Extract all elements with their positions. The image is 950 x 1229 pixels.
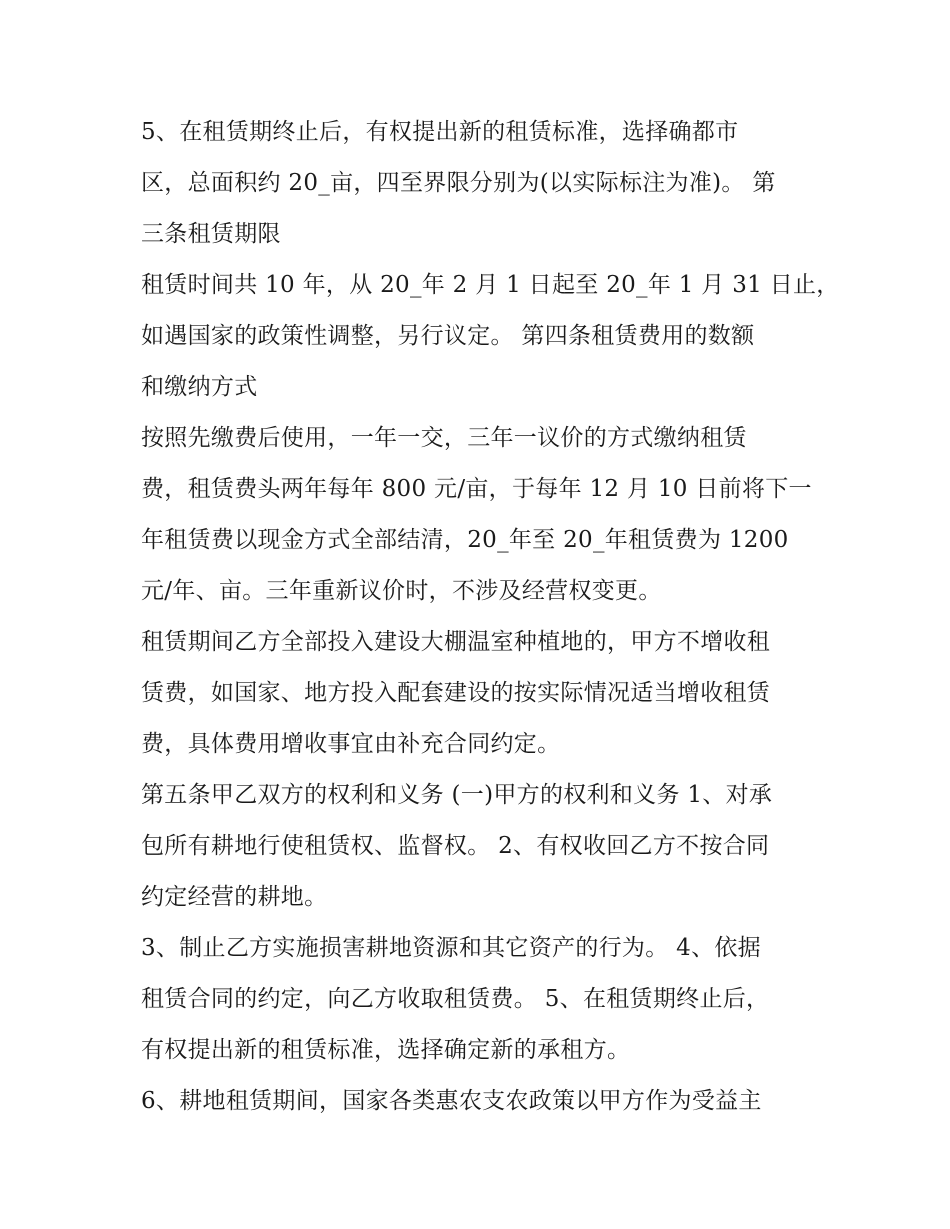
text-line: 费，租赁费头两年每年 800 元/亩，于每年 12 月 10 日前将下一	[141, 476, 812, 502]
text-line: 按照先缴费后使用，一年一交，三年一议价的方式缴纳租赁	[141, 425, 747, 451]
text-line: 元/年、亩。三年重新议价时，不涉及经营权变更。	[141, 578, 662, 604]
text-line: 5、在租赁期终止后，有权提出新的租赁标准，选择确都市	[141, 119, 739, 145]
text-line: 有权提出新的租赁标准，选择确定新的承租方。	[141, 1037, 631, 1063]
text-line: 年租赁费以现金方式全部结清，20_年至 20_年租赁费为 1200	[141, 527, 789, 553]
document-body	[141, 107, 840, 1127]
text-line: 租赁期间乙方全部投入建设大棚温室种植地的，甲方不增收租	[141, 629, 771, 655]
text-line: 赁费，如国家、地方投入配套建设的按实际情况适当增收租赁	[141, 680, 771, 706]
text-line: 3、制止乙方实施损害耕地资源和其它资产的行为。 4、依据	[141, 935, 761, 961]
text-line: 6、耕地租赁期间，国家各类惠农支农政策以甲方作为受益主	[141, 1088, 762, 1114]
text-line: 和缴纳方式	[141, 374, 258, 400]
text-line: 租赁合同的约定，向乙方收取租赁费。 5、在租赁期终止后，	[141, 986, 770, 1012]
text-line: 费，具体费用增收事宜由补充合同约定。	[141, 731, 561, 757]
text-line: 第五条甲乙双方的权利和义务 (一)甲方的权利和义务 1、对承	[141, 782, 773, 808]
text-line: 租赁时间共 10 年，从 20_年 2 月 1 日起至 20_年 1 月 31 日止，	[141, 272, 840, 298]
text-line: 三条租赁期限	[141, 221, 281, 247]
text-line: 包所有耕地行使租赁权、监督权。 2、有权收回乙方不按合同	[141, 833, 770, 859]
text-line: 区，总面积约 20_亩，四至界限分别为(以实际标注为准)。 第	[141, 170, 776, 196]
text-line: 约定经营的耕地。	[141, 884, 328, 910]
text-line: 如遇国家的政策性调整，另行议定。 第四条租赁费用的数额	[141, 323, 755, 349]
